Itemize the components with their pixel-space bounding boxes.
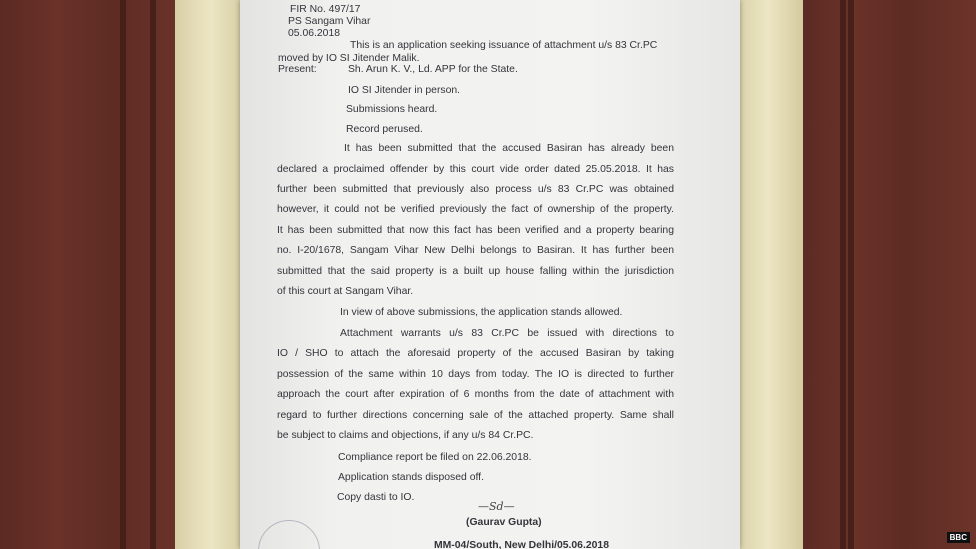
door-groove <box>840 0 846 549</box>
paragraph-line: regard to further directions concerning sale of the attached property. Same shall <box>277 410 674 421</box>
judge-name: (Gaurav Gupta) <box>466 517 542 528</box>
door-groove <box>150 0 156 549</box>
paragraph-line: IO / SHO to attach the aforesaid property of the accused Basiran by taking <box>277 348 674 359</box>
paragraph-line: approach the court after expiration of 6 months from the date of attachment with <box>277 389 674 400</box>
order-date: 05.06.2018 <box>288 28 341 39</box>
paragraph-line: declared a proclaimed offender by this court vide order dated 25.05.2018. It has <box>277 164 674 175</box>
fir-number: FIR No. 497/17 <box>290 4 361 15</box>
court-order-document <box>240 0 740 549</box>
paragraph-line: no. I-20/1678, Sangam Vihar New Delhi belongs to Basiran. It has further been <box>277 245 674 256</box>
police-station: PS Sangam Vihar <box>288 16 371 27</box>
paragraph-line: of this court at Sangam Vihar. <box>277 286 414 297</box>
paragraph-line: submitted that the said property is a built up house falling within the jurisdiction <box>277 266 674 277</box>
paragraph-line: be subject to claims and objections, if any u/s 84 Cr.PC. <box>277 430 534 441</box>
paragraph-line: It has been submitted that the accused Basiran has already been <box>344 143 674 154</box>
disposed-line: Application stands disposed off. <box>338 472 484 483</box>
door-groove <box>848 0 854 549</box>
bbc-watermark: BBC <box>947 532 970 543</box>
paragraph-line: It has been submitted that now this fact has been verified and a property bearing <box>277 225 674 236</box>
signature-mark: —Sd— <box>478 500 515 513</box>
paragraph-line: possession of the same within 10 days from today. The IO is directed to further <box>277 369 674 380</box>
compliance-line: Compliance report be filed on 22.06.2018. <box>338 452 532 463</box>
present-item: IO SI Jitender in person. <box>348 85 461 96</box>
copy-line: Copy dasti to IO. <box>337 492 415 503</box>
paragraph-line: Attachment warrants u/s 83 Cr.PC be issued with directions to <box>340 328 674 339</box>
intro-line: This is an application seeking issuance of attachment u/s 83 Cr.PC <box>350 40 658 51</box>
present-item: Sh. Arun K. V., Ld. APP for the State. <box>348 64 518 75</box>
intro-line: moved by IO SI Jitender Malik. <box>278 53 420 64</box>
present-label: Present: <box>278 64 317 75</box>
present-item: Submissions heard. <box>346 104 438 115</box>
court-stamp <box>258 520 320 549</box>
tape-strip-right <box>733 0 803 549</box>
door-groove <box>120 0 126 549</box>
tape-strip-left <box>175 0 247 549</box>
application-allowed: In view of above submissions, the application stands allowed. <box>340 307 623 318</box>
paragraph-line: however, it could not be verified previously the fact of ownership of the property. <box>277 204 674 215</box>
present-item: Record perused. <box>346 124 423 135</box>
door-panel-left <box>0 0 190 549</box>
court-designation: MM-04/South, New Delhi/05.06.2018 <box>434 540 609 549</box>
paragraph-line: further been submitted that previously also process u/s 83 Cr.PC was obtained <box>277 184 674 195</box>
door-panel-right <box>800 0 976 549</box>
